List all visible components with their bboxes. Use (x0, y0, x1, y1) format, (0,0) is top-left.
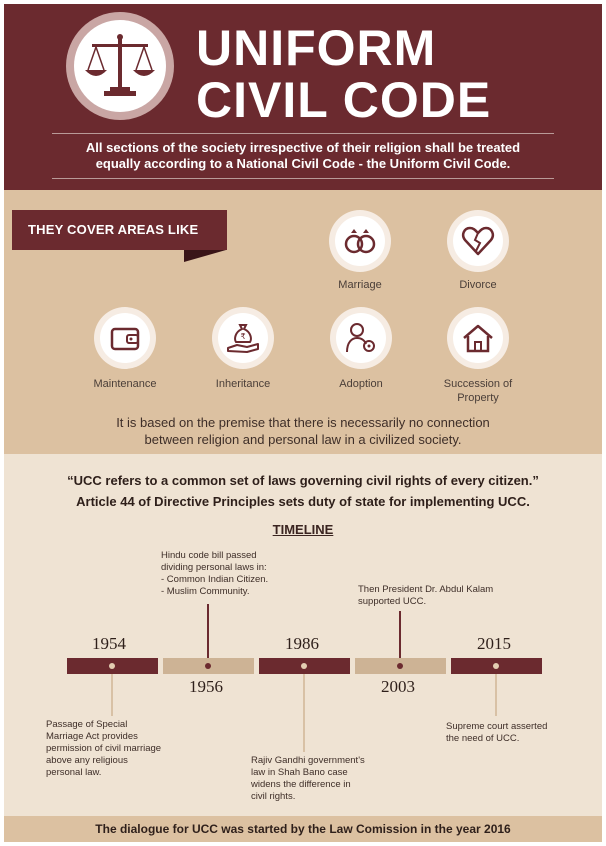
note-2015-line: the need of UCC. (446, 733, 520, 744)
adoption-icon-badge (330, 307, 392, 369)
house-icon (460, 320, 496, 356)
marriage-label: Marriage (338, 279, 382, 291)
note-1956-line: - Common Indian Citizen. (161, 574, 269, 585)
succession-label (423, 377, 533, 405)
subtitle-line-1: All sections of the society irrespective of their religion shall be treated (85, 140, 521, 155)
timeline-dot-1986 (301, 663, 307, 669)
footer-text: The dialogue for UCC was started by the Law Comission in the year 2016 (95, 822, 511, 836)
succession-label-line-1: Succession of (443, 378, 513, 390)
note-1954-line: above any religious (46, 755, 128, 766)
note-1954-line: permission of civil marriage (46, 743, 162, 754)
wallet-icon (107, 320, 143, 356)
year-2003: 2003 (381, 677, 415, 696)
banner-fold (184, 250, 226, 262)
timeline-dot-2015 (493, 663, 499, 669)
connector-2015 (495, 674, 497, 716)
note-1954-line: Marriage Act provides (46, 731, 138, 742)
premise-line-2: between religion and personal law in a civilized society. (144, 432, 462, 447)
maintenance-label: Maintenance (93, 378, 157, 390)
note-2003 (358, 584, 493, 608)
note-1986 (251, 755, 365, 803)
premise-line-1: It is based on the premise that there is necessarily no connection (116, 415, 490, 430)
subtitle-line-2: equally according to a National Civil Code - the Uniform Civil Code. (95, 156, 511, 171)
succession-icon-badge (447, 307, 509, 369)
title-line-2: CIVIL CODE (196, 72, 492, 128)
ucc-quote: “UCC refers to a common set of laws governing civil rights of every citizen.” (67, 473, 539, 488)
note-1986-line: widens the difference in (251, 779, 351, 790)
note-1954-line: personal law. (46, 767, 102, 778)
connector-1954 (111, 674, 113, 716)
header (4, 4, 602, 190)
timeline-dot-1954 (109, 663, 115, 669)
note-1956-line: Hindu code bill passed (161, 550, 257, 561)
areas-banner (12, 210, 227, 250)
divorce-icon-badge (447, 210, 509, 272)
money-bag-hand-icon (225, 320, 261, 356)
adoption-label: Adoption (339, 378, 383, 390)
rings-icon (342, 223, 378, 259)
maintenance-icon-badge (94, 307, 156, 369)
connector-2003 (399, 611, 401, 658)
emblem (74, 20, 166, 112)
note-2015 (446, 721, 547, 745)
premise-text (44, 414, 562, 448)
timeline-dot-2003 (397, 663, 403, 669)
timeline-heading: TIMELINE (272, 522, 334, 537)
marriage-icon-badge (329, 210, 391, 272)
ucc-article: Article 44 of Directive Principles sets duty of state for implementing UCC. (76, 494, 530, 509)
note-2015-line: Supreme court asserted (446, 721, 548, 732)
areas-section (4, 190, 602, 454)
note-1956-line: dividing personal laws in: (161, 562, 267, 573)
succession-label-line-2: Property (457, 392, 499, 404)
connector-1956 (207, 604, 209, 658)
connector-1986 (303, 674, 305, 752)
scales-of-justice-icon (80, 26, 160, 106)
note-1956-line: - Muslim Community. (161, 586, 250, 597)
note-2003-line: supported UCC. (358, 596, 427, 607)
note-1986-line: law in Shah Bano case (251, 767, 348, 778)
note-1986-line: civil rights. (251, 791, 296, 802)
ucc-statement (14, 470, 592, 512)
infographic (4, 4, 602, 842)
note-1954 (46, 719, 161, 779)
note-1954-line: Passage of Special (46, 719, 128, 730)
svg-text:₹: ₹ (240, 332, 246, 341)
mother-child-icon (343, 320, 379, 356)
inheritance-icon-badge (212, 307, 274, 369)
subtitle (24, 140, 582, 172)
year-1954: 1954 (92, 634, 126, 653)
note-2003-line: Then President Dr. Abdul Kalam (358, 584, 494, 595)
note-1986-line: Rajiv Gandhi government's (251, 755, 365, 766)
broken-heart-icon (460, 223, 496, 259)
inheritance-label: Inheritance (215, 378, 271, 390)
timeline-dot-1956 (205, 663, 211, 669)
note-1956 (161, 550, 268, 598)
areas-banner-text: THEY COVER AREAS LIKE (28, 222, 199, 237)
year-1986: 1986 (285, 634, 319, 653)
year-1956: 1956 (189, 677, 223, 696)
divorce-label: Divorce (459, 279, 497, 291)
divider-bottom (52, 178, 554, 179)
divider-top (52, 133, 554, 134)
footer (4, 816, 602, 842)
title-line-1: UNIFORM (196, 20, 437, 76)
year-2015: 2015 (477, 634, 511, 653)
